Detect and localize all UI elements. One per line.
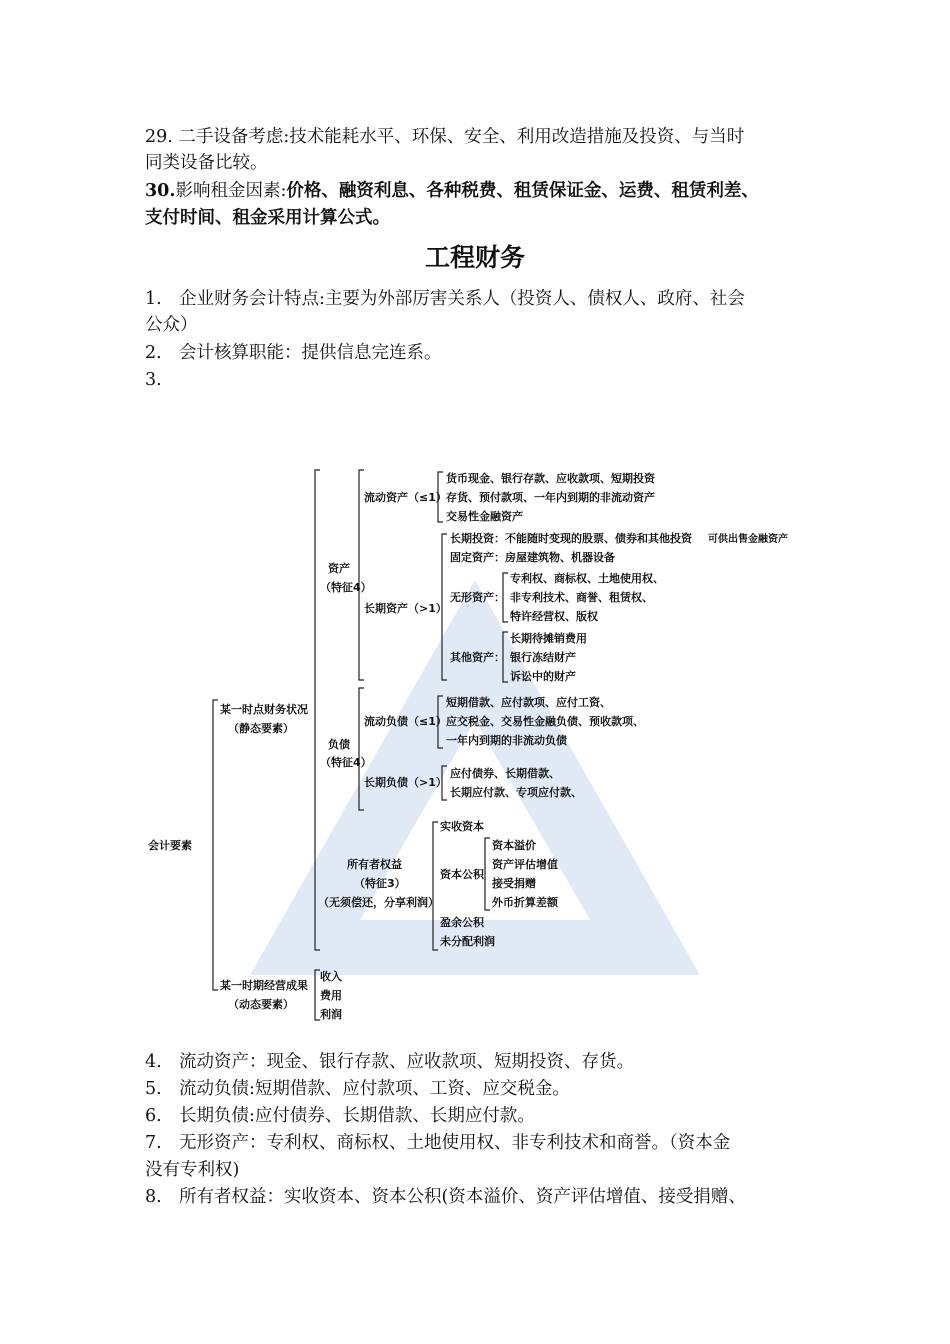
leaf-undistributed-profit: 未分配利润 [440, 935, 495, 948]
node-longterm-assets: 长期资产（>1） [364, 602, 447, 615]
node-liabilities-feature: （特征4） [320, 756, 372, 769]
leaf-capital-premium: 资本溢价 [492, 839, 536, 852]
item-8 [145, 1184, 825, 1210]
bracket-equity [433, 822, 438, 950]
node-static-line-1: 某一时点财务状况 [220, 703, 308, 716]
leaf-profit: 利润 [320, 1008, 342, 1021]
node-intangible: 无形资产： [450, 591, 505, 604]
node-longterm-liabilities: 长期负债（>1） [364, 776, 447, 789]
item-7-line-1 [145, 1130, 825, 1156]
leaf-expenses: 费用 [320, 989, 342, 1002]
leaf-fx-difference: 外币折算差额 [492, 896, 558, 909]
node-other-assets: 其他资产： [450, 651, 505, 664]
accounting-elements-diagram [140, 460, 820, 1030]
leaf-other-3: 诉讼中的财产 [510, 670, 576, 683]
item-text: 企业财务会计特点:主要为外部厉害关系人（投资人、债权人、政府、社会 [179, 289, 745, 309]
item-number: 4. [145, 1052, 162, 1072]
leaf-longterm-liab-2: 长期应付款、专项应付款、 [450, 786, 582, 799]
node-assets: 资产 [328, 562, 350, 575]
leaf-intangible-1: 专利权、商标权、土地使用权、 [510, 572, 664, 585]
node-root: 会计要素 [148, 839, 192, 852]
leaf-other-2: 银行冻结财产 [510, 651, 576, 664]
item-5 [145, 1076, 825, 1102]
leaf-current-liab-3: 一年内到期的非流动负债 [446, 734, 567, 747]
leaf-surplus-reserve: 盈余公积 [440, 916, 484, 929]
node-liabilities: 负债 [328, 738, 350, 751]
leaf-other-1: 长期待摊销费用 [510, 632, 587, 645]
item-number: 1. [145, 289, 162, 309]
item-29-line-2: 同类设备比较。 [145, 153, 268, 173]
item-number: 2. [145, 343, 162, 363]
item-2 [145, 340, 825, 366]
leaf-current-assets-3: 交易性金融资产 [446, 510, 523, 523]
node-equity: 所有者权益 [347, 858, 402, 871]
item-number: 7. [145, 1133, 162, 1153]
node-assets-feature: （特征4） [320, 581, 372, 594]
item-30-prefix: 影响租金因素: [175, 181, 287, 201]
node-current-liabilities: 流动负债（≤1） [364, 715, 447, 728]
leaf-current-liab-1: 短期借款、应付款项、应付工资、 [446, 696, 611, 709]
node-capital-surplus: 资本公积 [440, 868, 484, 881]
item-number: 5. [145, 1079, 162, 1099]
item-text: 流动资产：现金、银行存款、应收款项、短期投资、存货。 [179, 1052, 634, 1072]
item-text: 长期负债:应付债券、长期借款、长期应付款。 [179, 1106, 535, 1126]
leaf-intangible-2: 非专利技术、商誉、租赁权、 [510, 591, 653, 604]
leaf-revenue: 收入 [320, 970, 342, 983]
item-text: 所有者权益：实收资本、资本公积(资本溢价、资产评估增值、接受捐赠、 [179, 1187, 746, 1207]
item-number: 3. [145, 370, 162, 390]
node-dynamic-line-1: 某一时期经营成果 [220, 979, 308, 992]
leaf-current-assets-2: 存货、预付款项、一年内到期的非流动资产 [446, 491, 655, 504]
item-30-line-1 [145, 178, 825, 204]
bracket-liab [359, 688, 364, 810]
leaf-paid-in-capital: 实收资本 [440, 820, 484, 833]
node-static-line-2: （静态要素） [228, 722, 294, 735]
item-1-line-1 [145, 286, 825, 312]
item-7-line-2: 没有专利权) [145, 1160, 240, 1180]
item-text: 无形资产：专利权、商标权、土地使用权、非专利技术和商誉。（资本金 [179, 1133, 731, 1153]
node-dynamic-line-2: （动态要素） [228, 998, 294, 1011]
item-4 [145, 1049, 825, 1075]
leaf-available-for-sale: 可供出售金融资产 [708, 534, 788, 545]
node-equity-note: （无须偿还，分享利润） [318, 896, 439, 909]
item-30-number: 30. [145, 181, 176, 201]
item-text: 会计核算职能：提供信息完连系。 [179, 343, 442, 363]
bracket-root [213, 700, 218, 990]
leaf-current-assets-1: 货币现金、银行存款、应收款项、短期投资 [446, 472, 655, 485]
item-6 [145, 1103, 825, 1129]
node-equity-feature: （特征3） [354, 877, 406, 890]
leaf-appraisal-increment: 资产评估增值 [492, 858, 558, 871]
leaf-fixed-assets: 固定资产：房屋建筑物、机器设备 [450, 551, 615, 564]
leaf-intangible-3: 特许经营权、版权 [510, 610, 598, 623]
item-3 [145, 367, 825, 393]
leaf-longterm-investment: 长期投资：不能随时变现的股票、债券和其他投资 [450, 532, 692, 545]
item-30-line-2: 支付时间、租金采用计算公式。 [145, 208, 390, 228]
bracket-capital-surplus [485, 838, 490, 910]
leaf-donations: 接受捐赠 [492, 877, 536, 890]
item-text: 流动负债:短期借款、应付款项、工资、应交税金。 [179, 1079, 570, 1099]
bracket-static [315, 470, 320, 950]
section-heading: 工程财务 [424, 243, 525, 272]
item-30-rest: 价格、融资利息、各种税费、租赁保证金、运费、租赁利差、 [286, 181, 759, 201]
item-1-line-2: 公众） [145, 315, 198, 335]
leaf-longterm-liab-1: 应付债券、长期借款、 [450, 767, 560, 780]
item-number: 6. [145, 1106, 162, 1126]
item-29-line-1: 29. 二手设备考虑:技术能耗水平、环保、安全、利用改造措施及投资、与当时 [145, 127, 745, 147]
item-number: 8. [145, 1187, 162, 1207]
node-current-assets: 流动资产（≤1） [364, 491, 447, 504]
leaf-current-liab-2: 应交税金、交易性金融负债、预收款项、 [446, 715, 644, 728]
